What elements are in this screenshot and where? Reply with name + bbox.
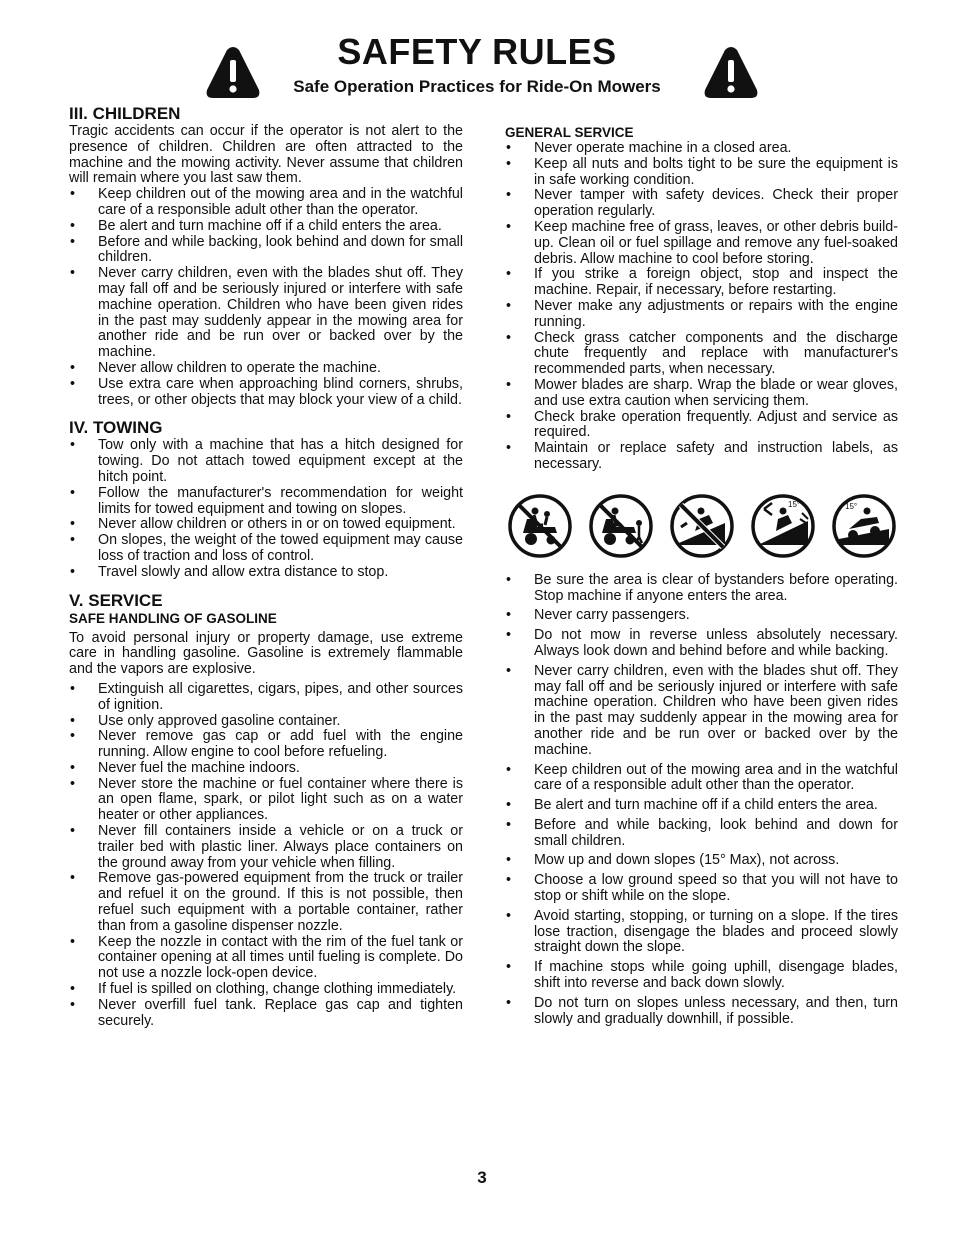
no-children-icon <box>588 493 654 559</box>
subheading-gasoline: SAFE HANDLING OF GASOLINE <box>69 610 277 626</box>
list-item: • Use extra care when approaching blind corners, shrubs, trees, or other objects that may block your view of a child. <box>69 377 463 409</box>
list-item: • Never allow children or others in or on towed equipment. <box>69 517 463 533</box>
list-item: • On slopes, the weight of the towed equipment may cause loss of traction and loss of control. <box>69 533 463 565</box>
list-item: • Extinguish all cigarettes, cigars, pipes, and other sources of ignition. <box>69 682 463 714</box>
list-item: • Mow up and down slopes (15° Max), not across. <box>505 853 898 869</box>
list-item: • Use only approved gasoline container. <box>69 714 463 730</box>
list-item: • Never operate machine in a closed area. <box>505 141 898 157</box>
list-item: • Keep machine free of grass, leaves, or other debris build-up. Clean oil or fuel spillage and remove any fuel-soaked debris. Allow machine to cool before storing. <box>505 220 898 267</box>
list-item: • If you strike a foreign object, stop and inspect the machine. Repair, if necessary, before restarting. <box>505 267 898 299</box>
list-item: • Be alert and turn machine off if a child enters the area. <box>505 798 898 814</box>
list-item: • Keep children out of the mowing area and in the watchful care of a responsible adult other than the operator. <box>69 187 463 219</box>
list-item: • Be sure the area is clear of bystanders before operating. Stop machine if anyone enters the area. <box>505 573 898 605</box>
list-item: • If machine stops while going uphill, disengage blades, shift into reverse and back down slowly. <box>505 960 898 992</box>
list-item: • Never overfill fuel tank. Replace gas cap and tighten securely. <box>69 998 463 1030</box>
list-item: • Never carry children, even with the blades shut off. They may fall off and be seriously injured or interfere with safe machine operation. Children who have been given rides in the past may suddenly appear in the mowing area for another ride and be run over or backed over by the machine. <box>69 266 463 361</box>
list-item: • Before and while backing, look behind and down for small children. <box>69 235 463 267</box>
slope-angle-label: 15° <box>788 499 801 509</box>
list-item: • Keep all nuts and bolts tight to be sure the equipment is in safe working condition. <box>505 157 898 189</box>
list-item: • Never allow children to operate the machine. <box>69 361 463 377</box>
section-heading-children: III. CHILDREN <box>69 104 181 123</box>
list-item: • If fuel is spilled on clothing, change clothing immediately. <box>69 982 463 998</box>
list-item: • Follow the manufacturer's recommendation for weight limits for towed equipment and towing on slopes. <box>69 486 463 518</box>
list-item: • Do not mow in reverse unless absolutely necessary. Always look down and behind before and while backing. <box>505 628 898 660</box>
list-item: • Do not turn on slopes unless necessary, and then, turn slowly and gradually downhill, if possible. <box>505 996 898 1028</box>
section-heading-towing: IV. TOWING <box>69 418 163 438</box>
subheading-general-service: GENERAL SERVICE <box>505 125 634 140</box>
page-number: 3 <box>477 1168 487 1187</box>
list-item: • Never carry children, even with the blades shut off. They may fall off and be seriously injured or interfere with safe machine operation. Children who have been given rides in the past may suddenly appear in the mowing area for another ride and be run over or backed over by the machine. <box>505 664 898 759</box>
page-header <box>0 0 954 110</box>
no-passengers-icon <box>507 493 573 559</box>
list-item: • Before and while backing, look behind and down for small children. <box>505 818 898 850</box>
gasoline-list <box>69 682 463 1030</box>
slope-angle-label: 15° <box>845 501 858 511</box>
list-item: • Never tamper with safety devices. Check their proper operation regularly. <box>505 188 898 220</box>
children-intro: Tragic accidents can occur if the operator is not alert to the presence of children. Children are often attracted to the machine and the mowing activity. Never assume that children will remain where you last saw them. <box>69 123 463 187</box>
list-item: • Check brake operation frequently. Adjust and service as required. <box>505 410 898 442</box>
list-item: • Mower blades are sharp. Wrap the blade or wear gloves, and use extra caution when servicing them. <box>505 378 898 410</box>
list-item: • Never store the machine or fuel container where there is an open flame, spark, or pilot light such as on a water heater or other appliances. <box>69 777 463 824</box>
list-item: • Never fill containers inside a vehicle or on a truck or trailer bed with plastic liner. Always place containers on the ground away from your vehicle when filling. <box>69 824 463 871</box>
list-item: • Maintain or replace safety and instruction labels, as necessary. <box>505 441 898 473</box>
list-item: • Keep the nozzle in contact with the rim of the fuel tank or container opening at all times until fueling is complete. Do not use a nozzle lock-open device. <box>69 935 463 982</box>
list-item: • Choose a low ground speed so that you will not have to stop or shift while on the slope. <box>505 873 898 905</box>
list-item: • Check grass catcher components and the discharge chute frequently and replace with manufacturer's recommended parts, when necessary. <box>505 331 898 378</box>
slope-no-across-icon <box>831 493 897 559</box>
general-service-list <box>505 141 898 473</box>
towing-list <box>69 438 463 580</box>
list-item: • Avoid starting, stopping, or turning on a slope. If the tires lose traction, disengage the blades and proceed slowly straight down the slope. <box>505 909 898 956</box>
service-intro: To avoid personal injury or property damage, use extreme care in handling gasoline. Gasoline is extremely flammable and the vapors are explosive. <box>69 629 463 678</box>
section-heading-service: V. SERVICE <box>69 590 163 610</box>
slope-up-down-icon <box>750 493 816 559</box>
warning-icon <box>703 46 759 100</box>
operation-list <box>505 573 898 1028</box>
page-title: SAFETY RULES <box>337 31 617 72</box>
list-item: • Remove gas-powered equipment from the truck or trailer and refuel it on the ground. If this is not possible, then refuel such equipment with a portable container, rather than from a gasoline dispenser nozzle. <box>69 871 463 934</box>
list-item: • Never make any adjustments or repairs with the engine running. <box>505 299 898 331</box>
safety-pictogram-row <box>507 493 897 561</box>
list-item: • Be alert and turn machine off if a child enters the area. <box>69 219 463 235</box>
children-list <box>69 187 463 408</box>
list-item: • Never remove gas cap or add fuel with the engine running. Allow engine to cool before refueling. <box>69 729 463 761</box>
list-item: • Never carry passengers. <box>505 608 898 624</box>
no-reverse-icon <box>669 493 735 559</box>
page-subtitle: Safe Operation Practices for Ride-On Mowers <box>293 77 661 96</box>
left-column <box>69 104 463 1029</box>
list-item: • Never fuel the machine indoors. <box>69 761 463 777</box>
right-column <box>505 125 898 1031</box>
list-item: • Travel slowly and allow extra distance to stop. <box>69 565 463 581</box>
list-item: • Tow only with a machine that has a hitch designed for towing. Do not attach towed equipment except at the hitch point. <box>69 438 463 485</box>
list-item: • Keep children out of the mowing area and in the watchful care of a responsible adult other than the operator. <box>505 763 898 795</box>
